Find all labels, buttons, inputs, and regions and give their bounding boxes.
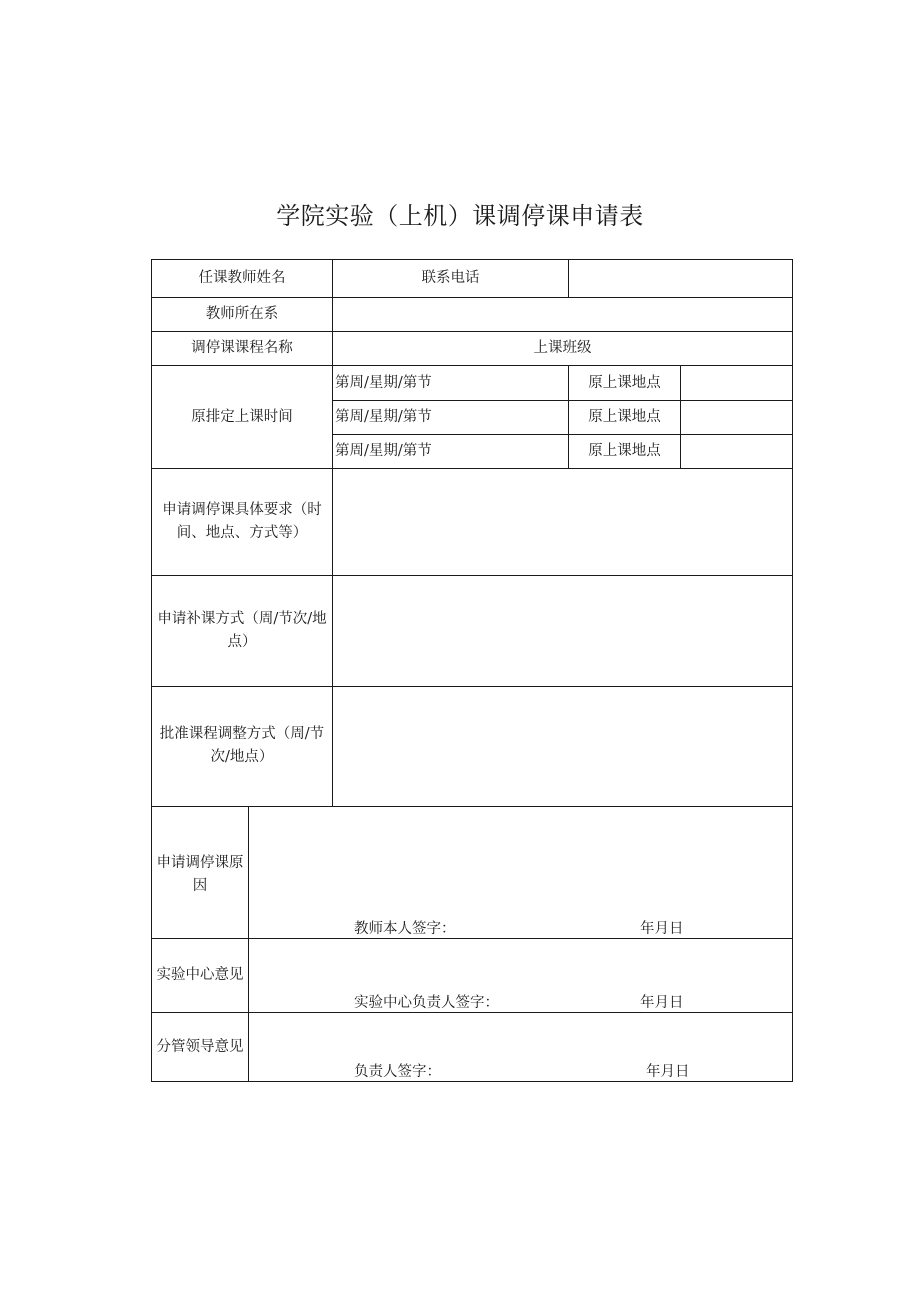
lab-signature-label: 实验中心负责人签字： [354, 995, 499, 1011]
column-divider [248, 806, 249, 1082]
makeup-label: 申请补课方式（周/节次/地点） [157, 611, 327, 650]
slot-2-location-field[interactable] [681, 401, 792, 434]
slot-3-location-field[interactable] [681, 435, 792, 468]
leader-signature-label: 负责人签字： [354, 1064, 441, 1080]
teacher-name-label: 任课教师姓名 [198, 270, 286, 286]
page-title: 学院实验（上机）课调停课申请表 [276, 202, 644, 230]
approved-label: 批准课程调整方式（周/节次/地点） [159, 726, 325, 765]
slot-1-time[interactable]: 第周/星期/第节 [335, 374, 432, 391]
request-detail-field[interactable] [333, 469, 792, 575]
original-time-label: 原排定上课时间 [191, 408, 293, 425]
class-label: 上课班级 [533, 340, 592, 356]
department-label: 教师所在系 [205, 306, 279, 322]
lab-opinion-label: 实验中心意见 [156, 967, 244, 983]
slot-2-time[interactable]: 第周/星期/第节 [335, 409, 432, 425]
phone-field[interactable] [569, 260, 792, 297]
application-form [151, 259, 793, 1082]
table-border-right [792, 259, 793, 1082]
slot-3-location-label: 原上课地点 [588, 443, 661, 459]
phone-label: 联系电话 [421, 270, 480, 286]
course-name-label: 调停课课程名称 [191, 340, 293, 356]
leader-opinion-label: 分管领导意见 [156, 1038, 244, 1055]
makeup-field[interactable] [333, 576, 792, 686]
slot-1-location-label: 原上课地点 [588, 374, 661, 391]
request-detail-label: 申请调停课具体要求（时间、地点、方式等） [162, 502, 322, 541]
leader-date: 年月日 [646, 1064, 690, 1080]
reason-date: 年月日 [640, 921, 684, 937]
lab-date: 年月日 [640, 995, 684, 1011]
teacher-signature-label: 教师本人签字： [354, 921, 456, 937]
department-field[interactable] [333, 298, 792, 331]
reason-label: 申请调停课原因 [156, 855, 244, 894]
slot-3-time[interactable]: 第周/星期/第节 [335, 443, 432, 459]
slot-1-location-field[interactable] [681, 366, 792, 400]
approved-field[interactable] [333, 687, 792, 806]
slot-2-location-label: 原上课地点 [588, 409, 661, 425]
